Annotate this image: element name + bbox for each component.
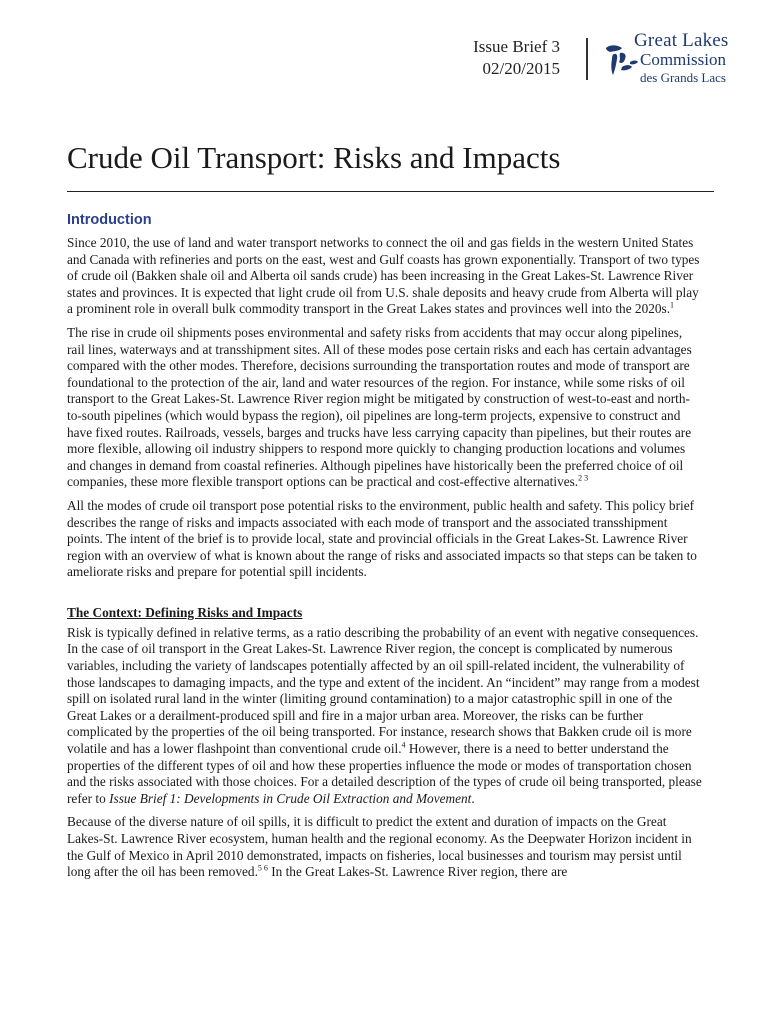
paragraph-text: The rise in crude oil shipments poses environmental and safety risks from accidents that may occur along pipelines, rail lines, waterways and at transshipment sites. All of these modes pose certain risks and each has certain advantages compared with the other modes. Therefore, decisions surrounding the transportation routes and mode of transport are foundational to the protection of the air, land and water resources of the region. For instance, while some risks of oil transport to the Great Lakes-St. Lawrence River region might be mitigated by construction of west-to-east and north-to-south pipelines (which would bypass the region), oil pipelines are long-term projects, expensive to construct and have fixed routes. Railroads, vessels, barges and trucks have less carrying capacity than pipelines, but their routes are more flexible, allowing oil industry shippers to respond more quickly to changing production locations and volumes and changes in demand from coastal refineries. Although pipelines have historically been the preferred choice of oil companies, these more flexible transport options can be practical and cost-effective alternatives. — [67, 324, 692, 490]
paragraph-text: In the Great Lakes-St. Lawrence River region, there are — [267, 864, 568, 880]
paragraph-text: However, there is a need to better understand the properties of the different types of oil and how these properties influence the mode or modes of transportation chosen and the risks associated with those choices. For a detailed description of the types of crude oil being transported, please refer to — [67, 741, 702, 806]
introduction-heading: Introduction — [67, 212, 152, 228]
paragraph-text: Because of the diverse nature of oil spills, it is difficult to predict the extent and duration of impacts on the Great Lakes-St. Lawrence River ecosystem, human health and the regional economy. As the Deepwater Horizon incident in the Gulf of Mexico in April 2010 demonstrated, impacts on fisheries, local businesses and tourism may persist until long after the oil has been removed. — [67, 814, 692, 880]
issue-number: Issue Brief 3 — [473, 37, 560, 56]
paragraph-text: All the modes of crude oil transport pose potential risks to the environment, public health and safety. This policy brief describes the range of risks and impacts associated with each mode of transport and the associated transshipment points. The intent of the brief is to provide local, state and provincial officials in the Great Lakes-St. Lawrence River region with an overview of what is known about the range of risks and associated impacts so that steps can be taken to ameliorate risks and prepare for potential spill incidents. — [67, 497, 697, 580]
intro-paragraph-3 — [67, 498, 702, 581]
context-paragraph-2 — [67, 814, 702, 880]
intro-paragraph-1 — [67, 235, 702, 318]
paragraph-text: Risk is typically defined in relative terms, as a ratio describing the probability of an event with negative consequences. In the case of oil transport in the Great Lakes-St. Lawrence River region, the concept is complicated by numerous variables, including the variety of landscapes potentially affected by an oil spill-related incident, the vulnerability of those landscapes to damaging impacts, and the type and extent of the incident. An “incident” may range from a modest spill on isolated rural land in the winter (limiting ground contamination) to a major catastrophic spill in one of the Great Lakes or a derailment-produced spill and fire in a major urban area. Moreover, the risks can be further complicated by the properties of the oil being transported. For instance, research shows that Bakken crude oil is more volatile and has a lower flashpoint than conventional crude oil. — [67, 624, 700, 757]
logo-text-great-lakes: Great Lakes — [634, 30, 729, 51]
issue-info — [473, 36, 560, 80]
paragraph-text: Since 2010, the use of land and water transport networks to connect the oil and gas fields in the western United States and Canada with refineries and ports on the east, west and Gulf coasts has grown exponentially. Transport of two types of crude oil (Bakken shale oil and Alberta oil sands crude) has been increasing in the Great Lakes-St. Lawrence River states and provinces. It is expected that light crude oil from U.S. shale deposits and heavy crude from Alberta will play a prominent role in overall bulk commodity transport in the Great Lakes states and provinces well into the 2020s. — [67, 235, 700, 317]
issue-brief-reference: Issue Brief 1: Developments in Crude Oil Extraction and Movement — [109, 790, 472, 806]
logo-text-french: des Grands Lacs — [640, 70, 726, 85]
footnote-ref: 4 — [401, 740, 406, 750]
issue-date: 02/20/2015 — [482, 59, 560, 78]
document-title: Crude Oil Transport: Risks and Impacts — [67, 140, 561, 175]
intro-paragraph-2 — [67, 325, 702, 491]
logo-text-commission: Commission — [640, 50, 726, 69]
footnote-ref: 5 6 — [257, 863, 268, 873]
context-paragraph-1 — [67, 625, 702, 808]
great-lakes-commission-logo — [600, 32, 760, 88]
footnote-ref: 2 3 — [578, 473, 589, 483]
footnote-ref: 1 — [670, 300, 675, 310]
header-divider — [586, 38, 588, 80]
context-heading: The Context: Defining Risks and Impacts — [67, 604, 303, 620]
paragraph-text: . — [471, 790, 475, 806]
title-rule — [67, 191, 714, 192]
document-body — [67, 212, 702, 888]
page-header — [0, 32, 768, 92]
